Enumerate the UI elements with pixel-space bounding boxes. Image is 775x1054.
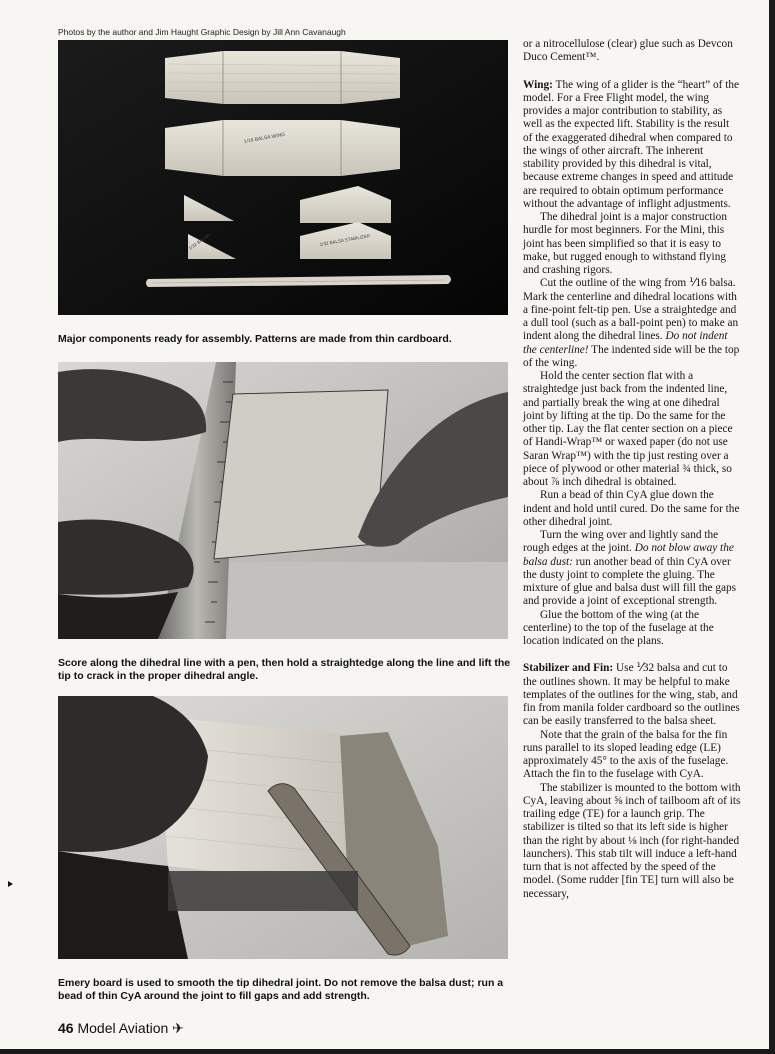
paragraph-break-wing: Hold the center section flat with a straightedge just back from the indented line, and partially break the wing at one dihedral joint by lifting at the tip. Do the same for the other tip. Lay the flat center section on a piece of Handi-Wrap™ or waxed paper (do not use Saran Wrap™) with the tip just resting over a piece of plywood or other material ¾ thick, so about ⅞ inch dihedral is obtained. [523,370,733,488]
magazine-name: Model Aviation [77,1020,169,1036]
cut-outline-text: Cut the outline of the wing from ⅟16 balsa. Mark the centerline and dihedral locations with a fine-point felt-tip pen. Use a straightedge and a dull tool (such as a ball-point pen) to make an indent along the dihedral lines. [523,277,739,343]
photo-credit: Photos by the author and Jim Haught Graphic Design by Jill Ann Cavanaugh [58,27,346,37]
wing-pattern [165,51,400,104]
caption-components: Major components ready for assembly. Patterns are made from thin cardboard. [58,333,452,345]
paragraph-glue-joint: Run a bead of thin CyA glue down the indent and hold until cured. Do the same for the other dihedral joint. [523,489,740,528]
page-number: 46 [58,1020,74,1036]
sand-text: Turn the wing over and lightly sand the rough edges at the joint. [523,529,719,555]
components-photo [58,40,508,315]
emery-photo [58,696,508,959]
paragraph-stab-intro [523,662,741,728]
stab-intro-text: Use ⅟32 balsa and cut to the outlines shown. It may be helpful to make templates of the outlines for the wing, stab, and fin from manila folder cardboard so the outlines can be easily transferred to the balsa sheet. [523,662,740,728]
paragraph-glue: or a nitrocellulose (clear) glue such as Devcon Duco Cement™. [523,38,733,64]
page-edge-bottom [0,1049,775,1054]
caption-emery: Emery board is used to smooth the tip dihedral joint. Do not remove the balsa dust; run a bead of thin CyA around the joint to fill gaps and add strength. [58,977,504,1002]
cut-outline-warning: Do not indent the centerline! [523,330,728,356]
paragraph-stab-mount: The stabilizer is mounted to the bottom with CyA, leaving about ⅝ inch of tailboom aft of its trailing edge (TE) for a launch grip. The stabilizer is tilted so that its left side is higher than the right by about ⅛ inch (for right-handed launchers). This stab tilt will induce a left-hand turn that is not affected by the speed of the model. (Some rudder [fin TE] turn will also be necessary, [523,781,741,900]
heading-stabilizer: Stabilizer and Fin: [523,662,614,675]
sand-note: run another bead of thin CyA over the dusty joint to complete the gluing. The mixture of glue and balsa dust will fill the gaps and provide a joint of exceptional strength. [523,555,737,608]
components-illustration [58,40,508,315]
paragraph-cut-outline [523,277,741,370]
article-column [523,38,741,901]
scoring-photo [58,362,508,639]
paragraph-dihedral: The dihedral joint is a major construction hurdle for most beginners. For the Mini, this joint has been simplified so that it is easy to make, but rugged enough to withstand flying and crashing rigors. [523,211,727,276]
stabilizer-label: 1/32 BALSA STABILIZER [319,233,371,247]
wing-intro-text: The wing of a glider is the “heart” of the model. For a Free Flight model, the wing provides a major contribution to stability, as well as the expected lift. Stability is the result of the exaggerated dihedral when compared to the wings of other aircraft. The inherent stability provided by this dihedral is vital, because extreme changes in speed and attitude are required to obtain optimum performance without the advantage of inflight adjustments. [523,78,740,210]
margin-arrow-icon [8,881,13,887]
page-edge-right [769,0,775,1054]
paragraph-fin-grain: Note that the grain of the balsa for the fin runs parallel to its sloped leading edge (LE) approximately 45° to the axis of the fuselage. Attach the fin to the fuselage with CyA. [523,728,729,781]
paragraph-attach-wing: Glue the bottom of the wing (at the centerline) to the top of the fuselage at the location indicated on the plans. [523,608,714,647]
heading-wing: Wing: [523,78,553,91]
scoring-illustration [58,362,508,639]
cut-outline-note: The indented side will be the top of the wing. [523,343,740,369]
sand-warning: Do not blow away the balsa dust: [523,542,734,568]
airplane-icon: ✈ [172,1020,184,1036]
paragraph-wing-intro [523,79,741,212]
wing-balsa [165,120,400,176]
caption-scoring: Score along the dihedral line with a pen, then hold a straightedge along the line and lift the tip to crack in the proper dihedral angle. [58,657,511,682]
emery-illustration [58,696,508,959]
wing-label: 1/16 BALSA WING [243,131,286,145]
fin-label: 1/32 BALSA [187,232,211,251]
page-footer [58,1020,184,1037]
paragraph-sand [523,529,741,609]
